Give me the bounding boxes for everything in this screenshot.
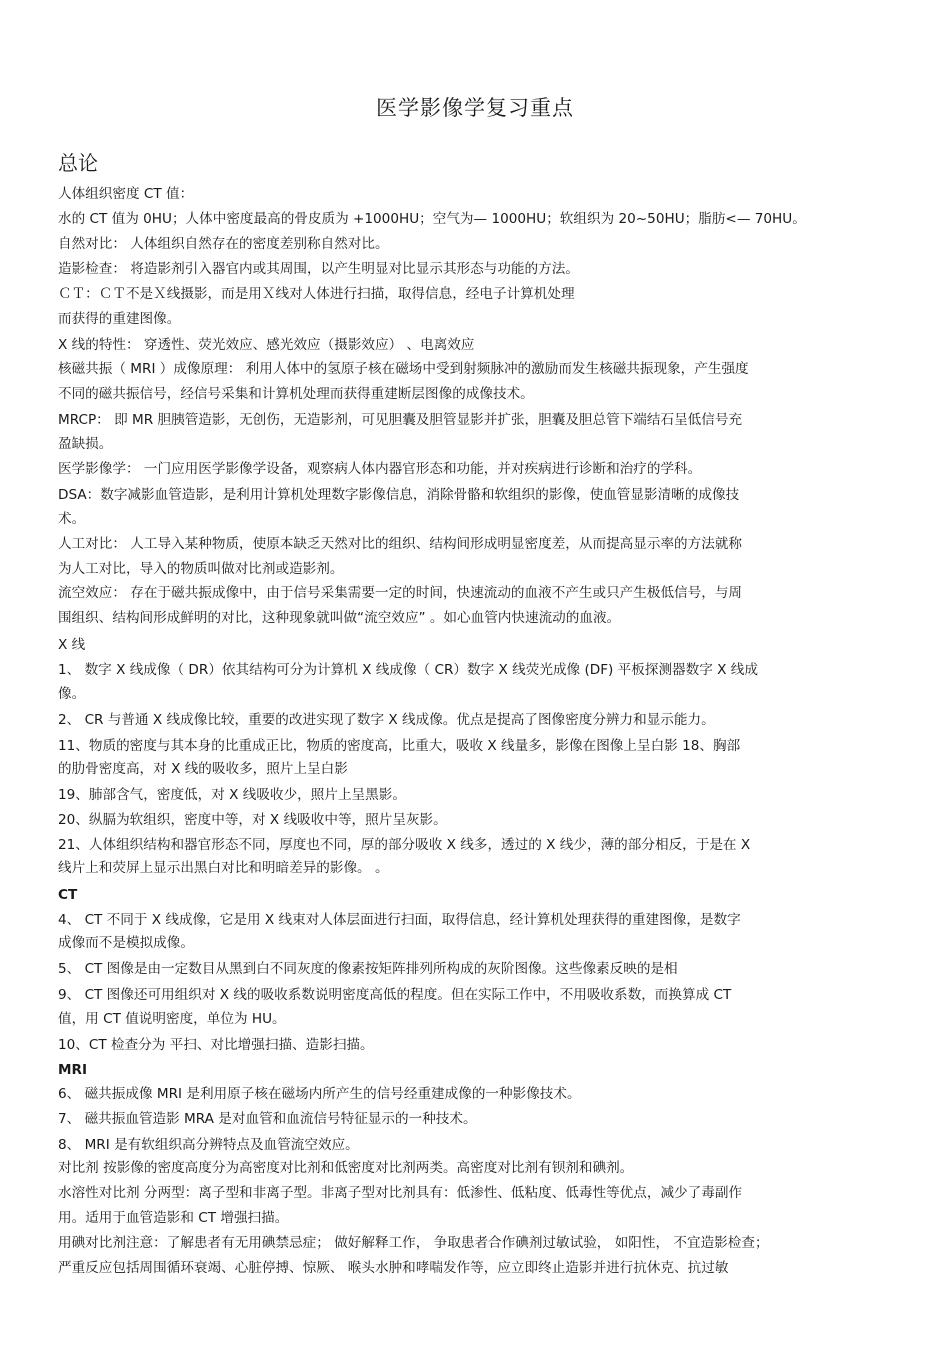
text-line: 19、肺部含气，密度低，对 X 线吸收少，照片上呈黑影。	[58, 787, 406, 803]
text-line: 21、人体组织结构和器官形态不同，厚度也不同，厚的部分吸收 X 线多，透过的 X 线少，薄的部分相反，于是在 X	[58, 837, 751, 853]
text-line: ＣＴ：ＣＴ不是Ｘ线摄影，而是用Ｘ线对人体进行扫描，取得信息，经电子计算机处理	[58, 286, 575, 302]
subsection-heading: MRI	[58, 1062, 88, 1078]
text-line: 20、纵膈为软组织，密度中等，对 X 线吸收中等，照片呈灰影。	[58, 812, 447, 828]
document-title: 医学影像学复习重点	[376, 96, 574, 120]
text-line: 流空效应： 存在于磁共振成像中，由于信号采集需要一定的时间，快速流动的血液不产生或只产生极低信号，与周	[58, 585, 743, 601]
text-line: 人体组织密度 CT 值：	[58, 186, 194, 202]
text-line: 对比剂 按影像的密度高度分为高密度对比剂和低密度对比剂两类。高密度对比剂有钡剂和碘剂。	[58, 1160, 634, 1176]
text-line: 2、 CR 与普通 X 线成像比较，重要的改进实现了数字 X 线成像。优点是提高了图像密度分辨力和显示能力。	[58, 712, 715, 728]
text-line: 造影检查： 将造影剂引入器官内或其周围，以产生明显对比显示其形态与功能的方法。	[58, 261, 579, 277]
text-line: 严重反应包括周围循环衰竭、心脏停搏、惊厥、 喉头水肿和哮喘发作等，应立即终止造影并进行抗休克、抗过敏	[58, 1260, 729, 1276]
text-line: 用碘对比剂注意：了解患者有无用碘禁忌症； 做好解释工作， 争取患者合作碘剂过敏试验， 如阳性， 不宜造影检查；	[58, 1235, 769, 1251]
text-line: 盈缺损。	[58, 436, 113, 452]
text-line: 10、CT 检查分为 平扫、对比增强扫描、造影扫描。	[58, 1037, 374, 1053]
text-line: 9、 CT 图像还可用组织对 X 线的吸收系数说明密度高低的程度。但在实际工作中，不用吸收系数，而换算成 CT	[58, 987, 732, 1003]
text-line: 水的 CT 值为 0HU；人体中密度最高的骨皮质为 +1000HU；空气为— 1000HU；软组织为 20~50HU；脂肪<— 70HU。	[58, 211, 806, 227]
text-line: 医学影像学： 一门应用医学影像学设备，观察病人体内器官形态和功能，并对疾病进行诊断和治疗的学科。	[58, 461, 702, 477]
text-line: 的肋骨密度高，对 X 线的吸收多，照片上呈白影	[58, 761, 348, 777]
text-line: 11、物质的密度与其本身的比重成正比，物质的密度高，比重大，吸收 X 线量多，影像在图像上呈白影 18、胸部	[58, 738, 741, 754]
text-line: 7、 磁共振血管造影 MRA 是对血管和血流信号特征显示的一种技术。	[58, 1111, 477, 1127]
text-line: 1、 数字 X 线成像（ DR）依其结构可分为计算机 X 线成像（ CR）数字 X 线荧光成像 (DF) 平板探测器数字 X 线成	[58, 662, 758, 678]
text-line: 5、 CT 图像是由一定数目从黑到白不同灰度的像素按矩阵排列所构成的灰阶图像。这些像素反映的是相	[58, 961, 678, 977]
text-line: DSA：数字减影血管造影，是利用计算机处理数字影像信息，消除骨骼和软组织的影像，使血管显影清晰的成像技	[58, 487, 740, 503]
text-line: X 线	[58, 637, 86, 653]
text-line: 为人工对比，导入的物质叫做对比剂或造影剂。	[58, 561, 344, 577]
text-line: 不同的磁共振信号，经信号采集和计算机处理而获得重建断层图像的成像技术。	[58, 386, 534, 402]
text-line: 水溶性对比剂 分两型：离子型和非离子型。非离子型对比剂具有：低渗性、低粘度、低毒性等优点，减少了毒副作	[58, 1185, 743, 1201]
text-line: 核磁共振（ MRI ）成像原理： 利用人体中的氢原子核在磁场中受到射频脉冲的激励而发生核磁共振现象，产生强度	[58, 361, 749, 377]
text-line: 8、 MRI 是有软组织高分辨特点及血管流空效应。	[58, 1137, 359, 1153]
text-line: 而获得的重建图像。	[58, 311, 181, 327]
text-line: 像。	[58, 686, 86, 702]
text-line: 4、 CT 不同于 X 线成像，它是用 X 线束对人体层面进行扫面，取得信息，经计算机处理获得的重建图像，是数字	[58, 912, 741, 928]
text-line: 自然对比： 人体组织自然存在的密度差别称自然对比。	[58, 236, 389, 252]
subsection-heading: CT	[58, 887, 78, 903]
text-line: 成像而不是模拟成像。	[58, 935, 194, 951]
text-line: 线片上和荧屏上显示出黑白对比和明暗差异的影像。 。	[58, 860, 389, 876]
text-line: 用。适用于血管造影和 CT 增强扫描。	[58, 1210, 289, 1226]
text-line: 6、 磁共振成像 MRI 是利用原子核在磁场内所产生的信号经重建成像的一种影像技术。	[58, 1086, 581, 1102]
text-line: 围组织、结构间形成鲜明的对比，这种现象就叫做“流空效应” 。如心血管内快速流动的血液。	[58, 610, 621, 626]
text-line: 术。	[58, 511, 86, 527]
text-line: MRCP： 即 MR 胆胰管造影，无创伤，无造影剂，可见胆囊及胆管显影并扩张，胆囊及胆总管下端结石呈低信号充	[58, 412, 743, 428]
text-line: 值，用 CT 值说明密度，单位为 HU。	[58, 1011, 286, 1027]
text-line: X 线的特性： 穿透性、荧光效应、感光效应（摄影效应） 、电离效应	[58, 337, 475, 353]
section-heading: 总论	[58, 151, 98, 175]
text-line: 人工对比： 人工导入某种物质，使原本缺乏天然对比的组织、结构间形成明显密度差，从而提高显示率的方法就称	[58, 536, 743, 552]
